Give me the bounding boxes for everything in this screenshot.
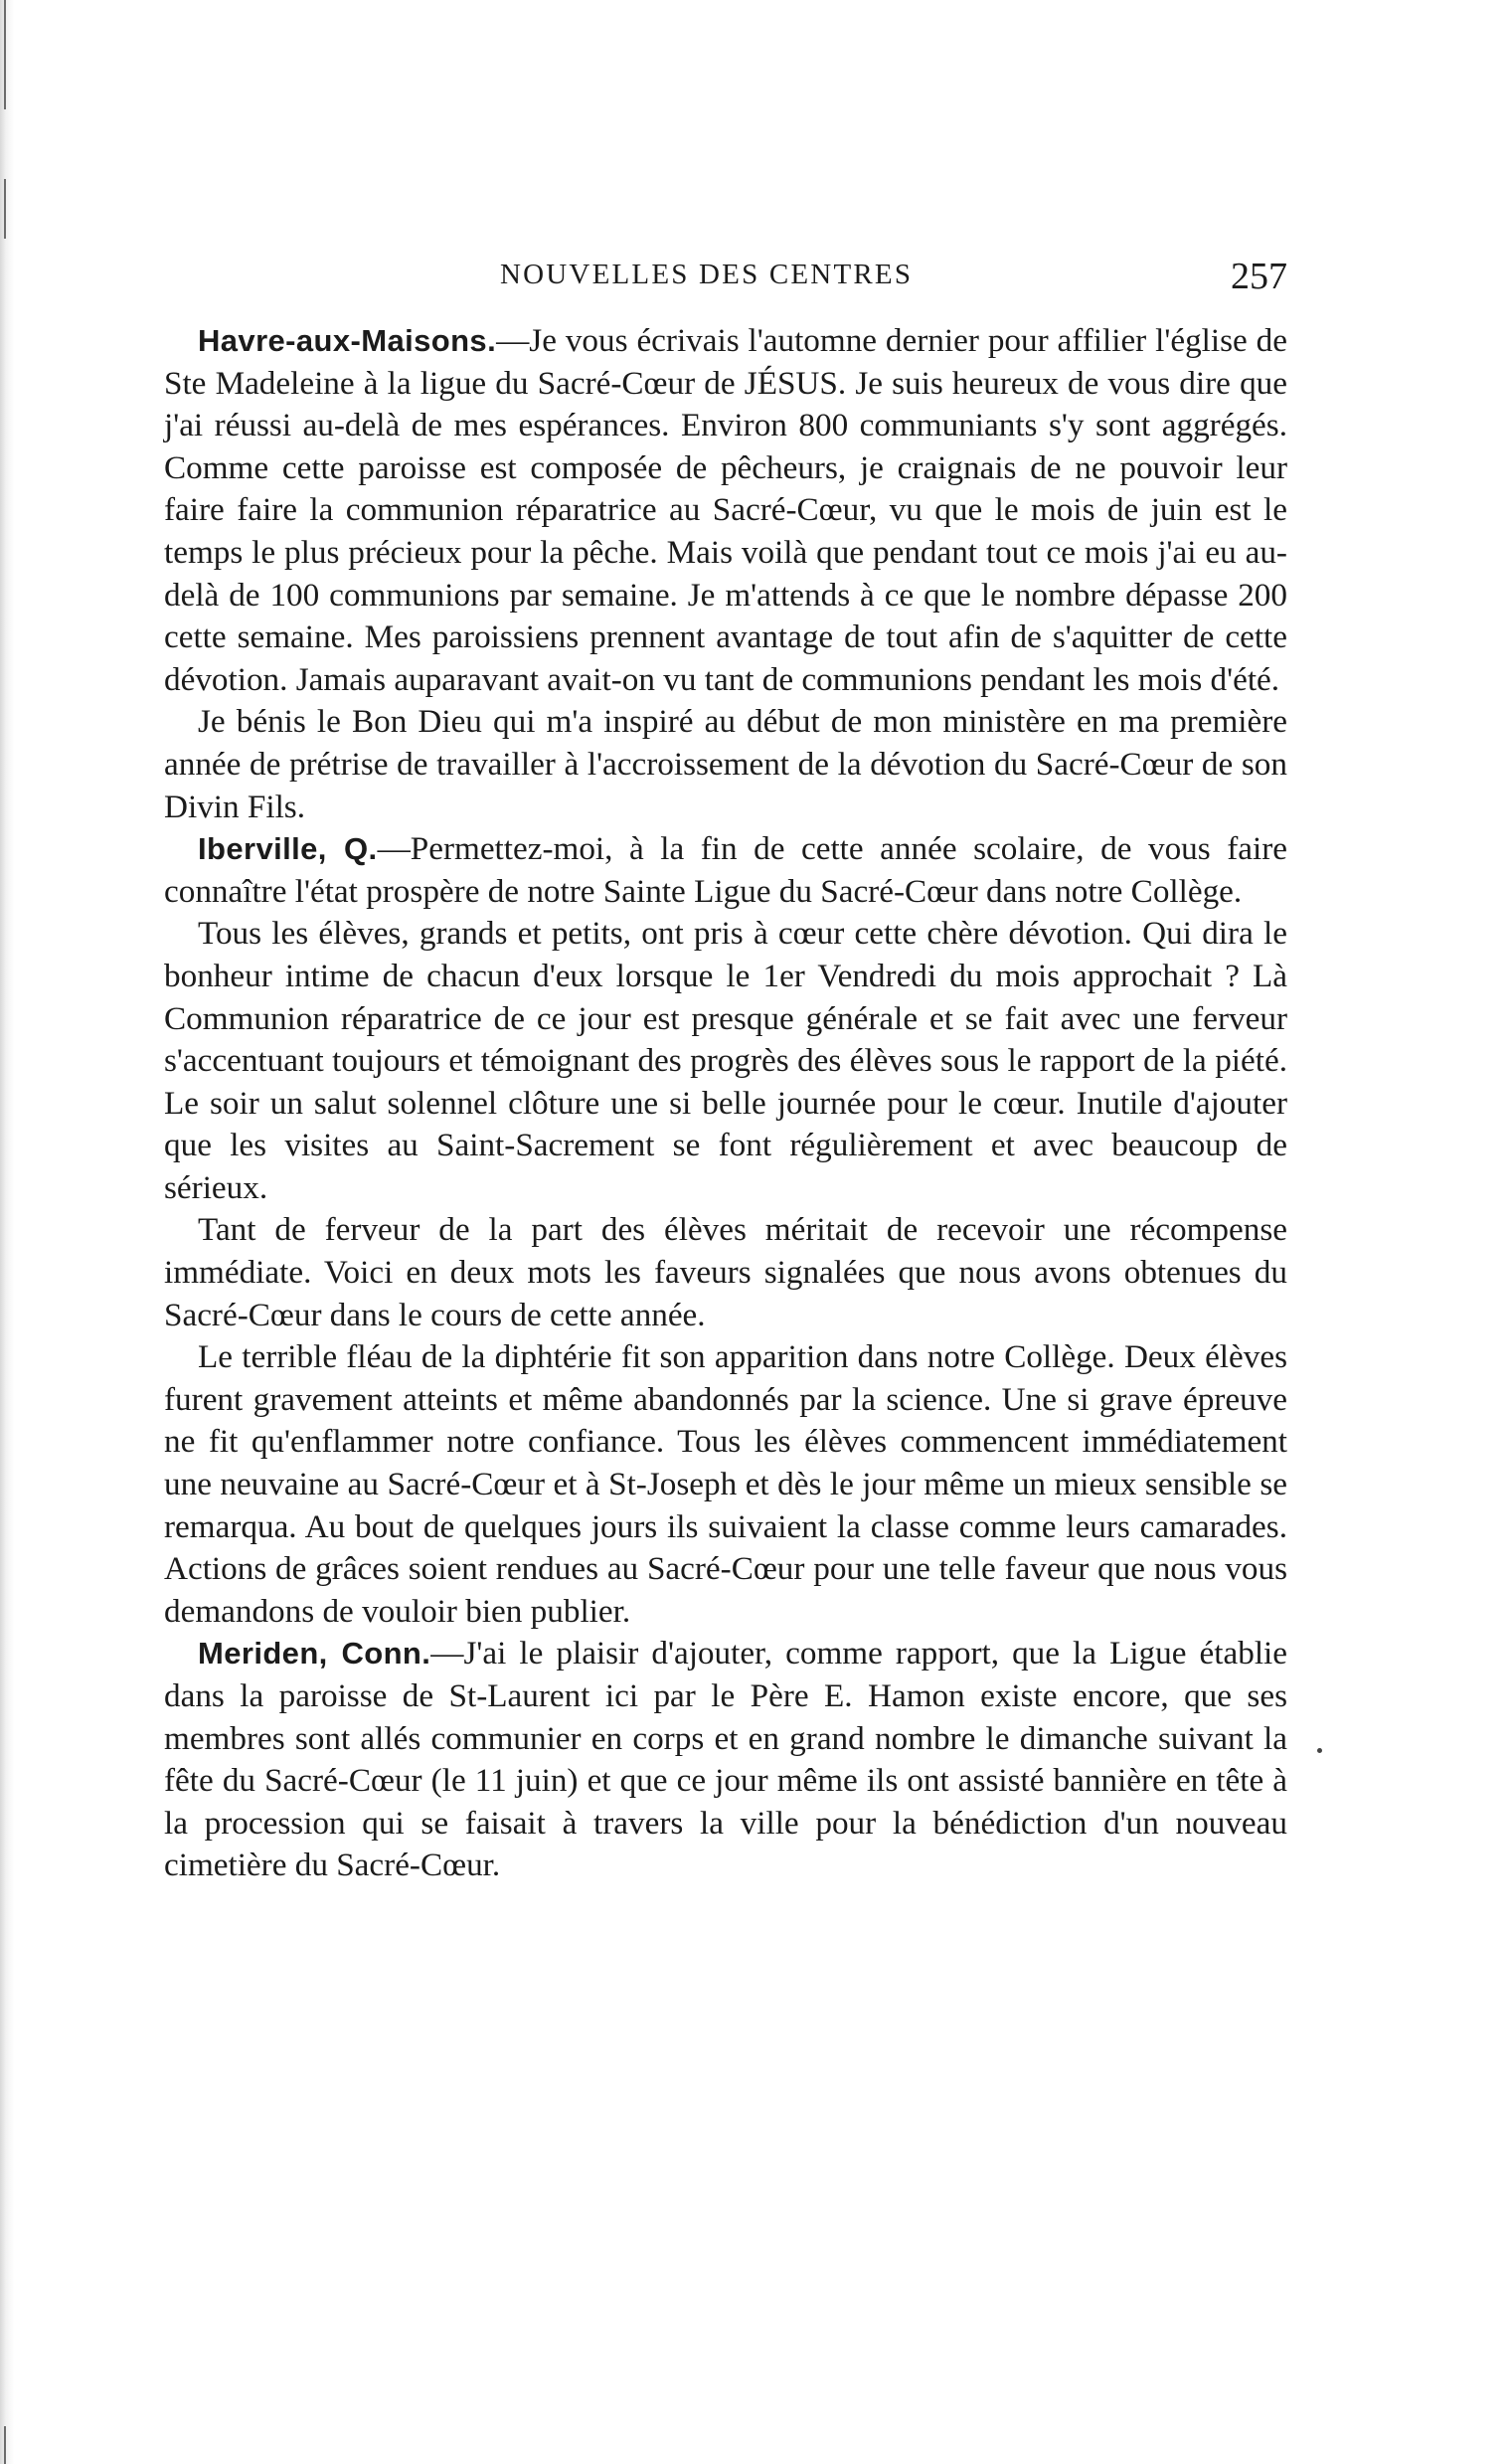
place-heading: Havre-aux-Maisons. [198,323,497,358]
paragraph-text: —Je vous écrivais l'automne dernier pour affilier l'église de Ste Madeleine à la ligue du Sacré-Cœur de JÉSUS. Je suis heureux de vous dire que j'ai réussi au-delà de mes espérances. Environ 800 communiants s'y sont aggrégés. Comme cette paroisse est composée de pêcheurs, je craignais de ne pouvoir leur faire faire la communion réparatrice au Sacré-Cœur, vu que le mois de juin est le temps le plus précieux pour la pêche. Mais voilà que pendant tout ce mois j'ai eu au-delà de 100 communions par semaine. Je m'attends à ce que le nombre dépasse 200 cette semaine. Mes paroissiens prennent avantage de tout afin de s'aquitter de cette dévotion. Jamais auparavant avait-on vu tant de communions pendant les mois d'été. [164,322,1287,698]
article-body [164,320,1287,1887]
entry-iberville [164,828,1287,1633]
paragraph [164,320,1287,701]
paragraph-text: —Permettez-moi, à la fin de cette année scolaire, de vous faire connaître l'état prospère de notre Sainte Ligue du Sacré-Cœur dans notre Collège. [164,830,1288,910]
book-page [164,243,1288,1884]
place-heading: Iberville, Q. [198,831,378,867]
paragraph [164,828,1287,913]
paragraph: Le terrible fléau de la diphtérie fit son apparition dans notre Collège. Deux élèves furent gravement atteints et même abandonnés par la science. Une si grave épreuve ne fit qu'enflammer notre confiance. Tous les élèves commencent immédiatement une neuvaine au Sacré-Cœur et à St-Joseph et dès le jour même un mieux sensible se remarqua. Au bout de quelques jours ils suivaient la classe comme leurs camarades. Actions de grâces soient rendues au Sacré-Cœur pour une telle faveur que nous vous demandons de vouloir bien publier. [164,1338,1287,1630]
scan-edge-mark [4,2426,6,2464]
page-number: 257 [1231,256,1287,297]
scan-binding-edge [0,0,14,2464]
running-title: NOUVELLES DES CENTRES [500,259,914,290]
scan-edge-mark [4,179,6,239]
scan-edge-mark [4,0,6,109]
paragraph: Tant de ferveur de la part des élèves méritait de recevoir une récompense immédiate. Voici en deux mots les faveurs signalées que nous avons obtenues du Sacré-Cœur dans le cours de cette année. [164,1211,1287,1333]
paragraph: Tous les élèves, grands et petits, ont pris à cœur cette chère dévotion. Qui dira le bonheur intime de chacun d'eux lorsque le 1er Vendredi du mois approchait ? Là Communion réparatrice de ce jour est presque générale et se fait avec une ferveur s'accentuant toujours et témoignant des progrès des élèves sous le rapport de la piété. Le soir un salut solennel clôture une si belle journée pour le cœur. Inutile d'ajouter que les visites au Saint-Sacrement se font régulièrement et avec beaucoup de sérieux. [164,915,1287,1206]
place-heading: Meriden, Conn. [198,1636,431,1672]
running-head [164,243,1287,302]
paragraph: Je bénis le Bon Dieu qui m'a inspiré au début de mon ministère en ma première année de prétrise de travailler à l'accroissement de la dévotion du Sacré-Cœur de son Divin Fils. [164,703,1287,825]
paragraph-text: —J'ai le plaisir d'ajouter, comme rapport, que la Ligue établie dans la paroisse de St-Laurent ici par le Père E. Hamon existe encore, que ses membres sont allés communier en corps et en grand nombre le dimanche suivant la fête du Sacré-Cœur (le 11 juin) et que ce jour même ils ont assisté bannière en tête à la procession qui se faisait à travers la ville pour la bénédiction d'un nouveau cimetière du Sacré-Cœur. [164,1635,1287,1884]
entry-meriden [164,1633,1287,1887]
entry-havre-aux-maisons [164,320,1287,828]
scan-speck [1317,1748,1322,1753]
paragraph [164,1633,1287,1887]
